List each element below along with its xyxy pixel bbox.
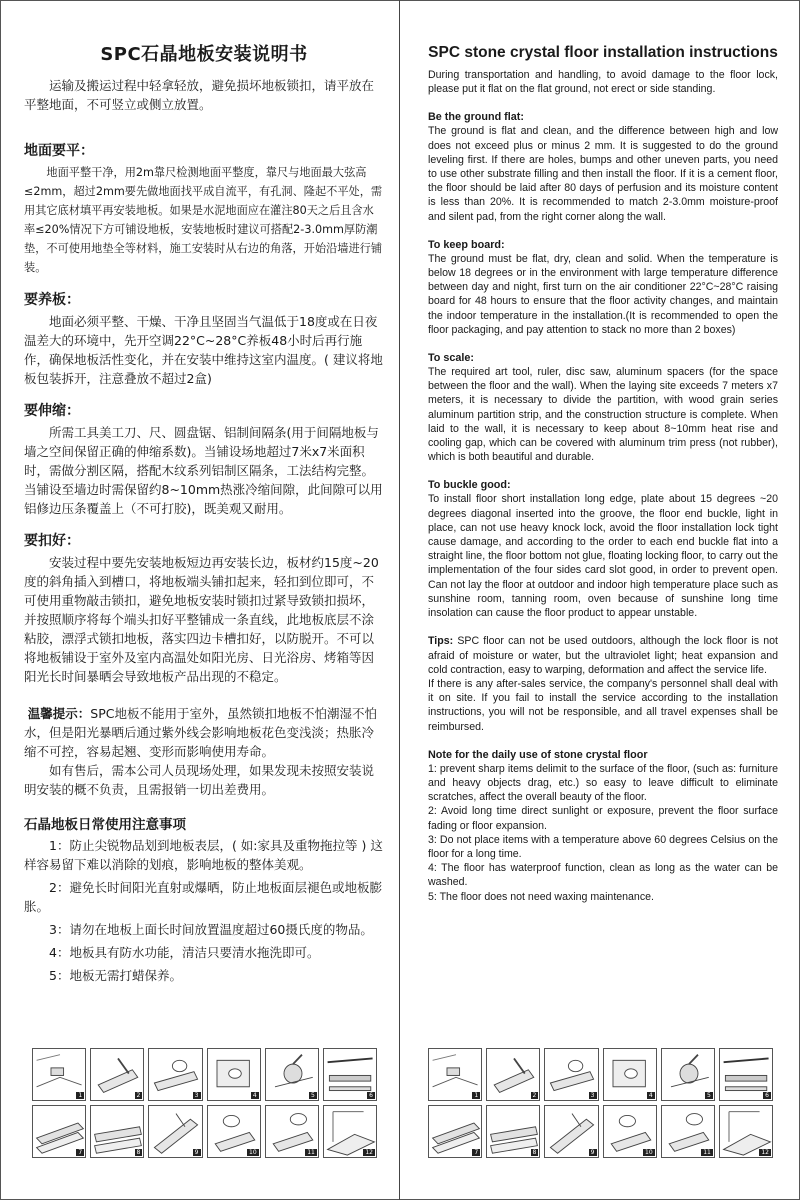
step-number: 12 xyxy=(761,1149,769,1156)
zh-step-7 xyxy=(32,1105,86,1158)
step-number: 5 xyxy=(311,1092,315,1099)
en-tip-body2: If there is any after-sales service, the company's personnel shall deal with it on site. If you fail to install the service according to the installation instructions, you will not be responsible, and all travel expenses shall be reimbursed. xyxy=(428,677,778,733)
en-note-1: 1: prevent sharp items delimit to the surface of the floor, (such as: furniture and heavy objects drag, etc.) so easy to leave difficult to eliminate scratches, affect the overall beauty of the floor. xyxy=(428,762,778,804)
zh-heading-board: 要养板： xyxy=(24,292,80,308)
en-step-10 xyxy=(603,1105,657,1158)
zh-step-1 xyxy=(32,1048,86,1101)
step-number: 10 xyxy=(249,1149,257,1156)
zh-heading-scale: 要伸缩： xyxy=(24,403,80,419)
en-heading-scale: To scale: xyxy=(428,352,475,365)
zh-step-11 xyxy=(265,1105,319,1158)
zh-step-12 xyxy=(323,1105,377,1158)
zh-tip-body2: 如有售后，需本公司人员现场处理，如果发现未按照安装说明安装的概不负责，且需报销一切出差费用。 xyxy=(24,763,375,797)
en-note-5: 5: The floor does not need waxing maintenance. xyxy=(428,890,654,903)
en-tip xyxy=(428,634,778,677)
en-step-8 xyxy=(486,1105,540,1158)
step-number: 9 xyxy=(194,1149,199,1156)
en-intro: During transportation and handling, to avoid damage to the floor lock, please put it flat on the flat ground, not erect or side standing. xyxy=(428,69,778,96)
en-heading-board: To keep board: xyxy=(428,238,505,251)
step-number: 11 xyxy=(703,1149,711,1156)
zh-note-4: 4：地板具有防水功能，清洁只要清水拖洗即可。 xyxy=(49,945,320,960)
en-step-11 xyxy=(661,1105,715,1158)
en-notes-heading: Note for the daily use of stone crystal floor xyxy=(428,748,648,761)
zh-body-board: 地面必须平整、干燥、干净且坚固当气温低于18度或在日夜温差大的环境中，先开空调22°C~28°C养板48小时后再行施作，确保地板活性变化，并在安装中维持这室内温度。( 建议将地板包装拆开，注意叠放不超过2盒) xyxy=(24,314,383,386)
zh-step-4 xyxy=(207,1048,261,1101)
en-step-4 xyxy=(603,1048,657,1101)
step-number: 4 xyxy=(648,1092,653,1099)
zh-heading-flat: 地面要平： xyxy=(24,143,94,159)
zh-step-8 xyxy=(90,1105,144,1158)
english-column xyxy=(428,0,778,1040)
zh-body-scale: 所需工具美工刀、尺、圆盘锯、铝制间隔条(用于间隔地板与墙之空间保留正确的伸缩系数)。当铺设场地超过7米x7米面积时，需做分割区隔，搭配木纹系列铝制区隔条，工法结构完整。当铺设至墙边时需保留约8~10mm热涨冷缩间隙，此间隙可以用铝修边压条覆盖上（不可打胶)，既美观又耐用。 xyxy=(24,425,383,516)
step-number: 6 xyxy=(765,1092,769,1099)
en-tip-body: SPC floor can not be used outdoors, although the lock floor is not afraid of moisture or water, but the ultraviolet light; heat expansion and cold contraction, easy to warping, deformation and affect the service life. xyxy=(428,635,778,676)
step-number: 11 xyxy=(307,1149,315,1156)
step-number: 7 xyxy=(78,1149,83,1156)
zh-note-5: 5：地板无需打蜡保养。 xyxy=(49,968,182,983)
step-number: 2 xyxy=(136,1092,141,1099)
zh-heading-buckle: 要扣好： xyxy=(24,533,80,549)
step-number: 4 xyxy=(252,1092,257,1099)
en-body-board: The ground must be flat, dry, clean and solid. When the temperature is below 18 degrees or in the environment with large temperature difference between day and night, first turn on the air conditioner 22°C~28°C raising board for 48 hours to ensure that the floor activity changes, and maintain the indoor temperature in the installation.(It is recommended to open the floor packaging, and pay attention to stack no more than 2 boxes) xyxy=(428,252,778,336)
step-number: 9 xyxy=(590,1149,595,1156)
zh-body-flat: 地面平整干净，用2m靠尺检测地面平整度，靠尺与地面最大弦高≤2mm，超过2mm要先做地面找平成自流平，有孔洞、隆起不平处，需用其它底材填平再安装地板。如果是水泥地面应在灌注80天之后且含水率≤20%情况下方可铺设地板，安装地板时建议可搭配2-3.0mm厚防潮垫，不可使用地垫全等材料，施工安装时从右边的角落，开始沿墙进行铺装。 xyxy=(24,166,383,274)
en-heading-buckle: To buckle good: xyxy=(428,479,511,492)
en-note-2: 2: Avoid long time direct sunlight or exposure, prevent the floor surface fading or floor expansion. xyxy=(428,805,778,832)
zh-tip-label: 温馨提示： xyxy=(27,706,91,721)
en-step-3 xyxy=(544,1048,598,1101)
zh-step-diagrams xyxy=(32,1048,377,1158)
step-number: 10 xyxy=(645,1149,653,1156)
zh-note-3: 3：请勿在地板上面长时间放置温度超过60摄氏度的物品。 xyxy=(49,922,373,937)
en-title: SPC stone crystal floor installation instructions xyxy=(428,44,778,61)
step-number: 7 xyxy=(474,1149,479,1156)
zh-note-2: 2：避免长时间阳光直射或爆晒，防止地板面层褪色或地板膨胀。 xyxy=(24,880,382,914)
step-number: 12 xyxy=(365,1149,373,1156)
step-number: 6 xyxy=(369,1092,373,1099)
en-tip-label: Tips: xyxy=(428,635,454,648)
step-number: 8 xyxy=(532,1149,537,1156)
en-step-2 xyxy=(486,1048,540,1101)
step-number: 8 xyxy=(136,1149,141,1156)
en-note-3: 3: Do not place items with a temperature above 60 degrees Celsius on the floor for a long time. xyxy=(428,833,778,860)
zh-step-6 xyxy=(323,1048,377,1101)
zh-step-9 xyxy=(148,1105,202,1158)
zh-step-3 xyxy=(148,1048,202,1101)
zh-step-2 xyxy=(90,1048,144,1101)
en-step-1 xyxy=(428,1048,482,1101)
en-step-9 xyxy=(544,1105,598,1158)
en-step-5 xyxy=(661,1048,715,1101)
en-heading-flat: Be the ground flat: xyxy=(428,111,524,124)
zh-tip xyxy=(24,704,384,761)
zh-tip-body: SPC地板不能用于室外，虽然锁扣地板不怕潮湿不怕水，但是阳光暴晒后通过紫外线会影响地板花色变浅淡；热胀冷缩不可控，容易起翘、变形而影响使用寿命。 xyxy=(24,706,377,759)
zh-note-1: 1：防止尖锐物品划到地板表层，( 如:家具及重物拖拉等 ) 这样容易留下难以消除的划痕，影响地板的整体美观。 xyxy=(24,838,383,872)
zh-step-10 xyxy=(207,1105,261,1158)
en-step-7 xyxy=(428,1105,482,1158)
en-note-4: 4: The floor has waterproof function, clean as long as the water can be washed. xyxy=(428,862,778,889)
zh-body-buckle: 安装过程中要先安装地板短边再安装长边，板材约15度~20度的斜角插入到槽口，将地板端头铺扣起来，轻扣到位即可，不可使用重物敲击锁扣，避免地板安装时锁扣过紧导致锁扣损坏，并按照顺序将每个端头扣好平整铺成一条直线，此地板底层不涂粘胶，漂浮式锁扣地板，落实四边卡槽扣好，以防脱开。不可以将地板铺设于室外及室内高温处如阳光房、日光浴房、烤箱等因阳光长时间暴晒会导致地板产品出现的不稳定。 xyxy=(24,555,379,684)
zh-title: SPC石晶地板安装说明书 xyxy=(100,44,308,65)
step-number: 1 xyxy=(474,1092,479,1099)
zh-step-5 xyxy=(265,1048,319,1101)
en-step-12 xyxy=(719,1105,773,1158)
step-number: 1 xyxy=(78,1092,83,1099)
en-body-flat: The ground is flat and clean, and the difference between high and low does not exceed plus or minus 2 mm. It is suggested to do the ground leveling first. If there are holes, bumps and other uneven parts, you need to use other substrate filling and then install the floor. If it is a cement floor, the floor should be laid after 80 days of perfusion and its moisture content is less than 20%. It is recommended to match 2-3.0mm moisture-proof and silent pad, from the right corner along the wall. xyxy=(428,125,778,223)
en-step-diagrams xyxy=(428,1048,773,1158)
column-divider xyxy=(399,0,400,1200)
en-step-6 xyxy=(719,1048,773,1101)
chinese-column xyxy=(24,0,384,1040)
step-number: 2 xyxy=(532,1092,537,1099)
zh-intro: 运输及搬运过程中轻拿轻放，避免损坏地板锁扣，请平放在平整地面，不可竖立或侧立放置。 xyxy=(24,78,375,112)
en-body-buckle: To install floor short installation long edge, plate about 15 degrees ~20 degrees diagonal inserted into the groove, the floor end buckle, light in place, can not use heavy knock lock, avoid the floor installation lock tight cause damage, and according to the order to each end buckle flat into a straight line, the floor bottom not glue, floating locking floor, to carry out the implementation of the four sides card slot good, in order to prevent open. Can not lay the floor at outdoor and indoor high temperature place such as sunshine room, tanning room, oven because of sunshine long time insolation can cause the floor product to appear unstable. xyxy=(428,493,778,620)
step-number: 3 xyxy=(194,1092,199,1099)
en-body-scale: The required art tool, ruler, disc saw, aluminum spacers (for the space between the floor and the wall). When the laying site exceeds 7 meters x7 meters, it is necessary to divide the partition, with wood grain series aluminum partition strip, and the construction structure is complete. When laid to the wall, it is necessary to keep about 8~10mm heat rise and cooling gap, which can be covered with aluminum trim press (not rubber), which is both beautiful and durable. xyxy=(428,366,778,464)
step-number: 3 xyxy=(590,1092,595,1099)
step-number: 5 xyxy=(707,1092,711,1099)
zh-notes-heading: 石晶地板日常使用注意事项 xyxy=(24,817,186,833)
